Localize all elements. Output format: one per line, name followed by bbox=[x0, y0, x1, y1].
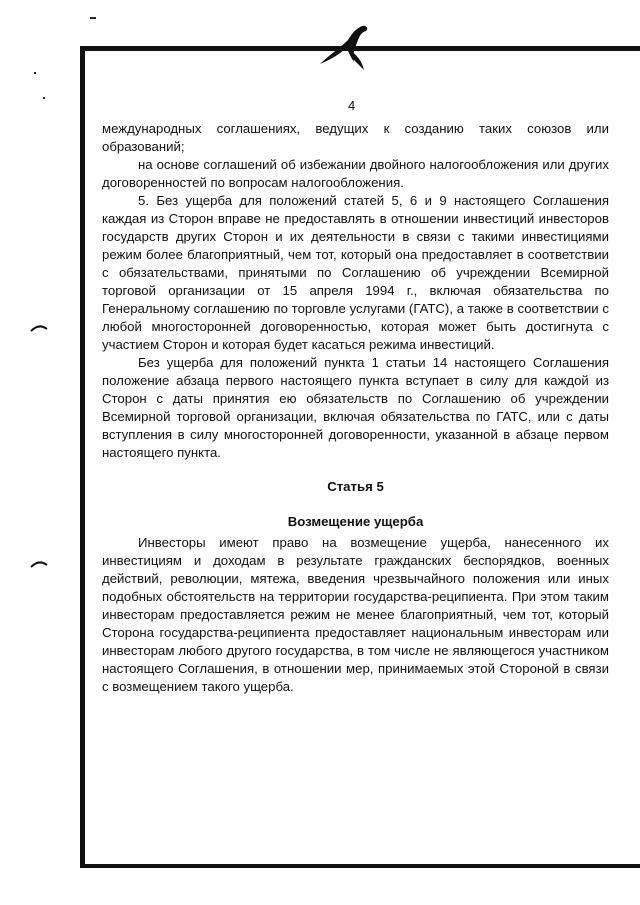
article-title: Возмещение ущерба bbox=[287, 514, 424, 529]
paragraph: на основе соглашений об избежании двойного налогообложения или других договоренностей по вопросам налогообложения. bbox=[102, 157, 609, 190]
punch-hole-mark-icon bbox=[30, 559, 48, 569]
frame-left-border bbox=[80, 46, 85, 868]
scan-speck bbox=[90, 17, 96, 19]
paragraph: 5. Без ущерба для положений статей 5, 6 и 9 настоящего Соглашения каждая из Сторон вправе не предоставлять в отношении инвестиций инвесторов государств других Сторон и их деятельности в связи с такими инвестициями режим более благоприятный, чем тот, который она предоставляет в соответствии с обязательствами, принятыми по Соглашению об учреждении Всемирной торговой организации от 15 апреля 1994 г., включая обязательства по Генеральному соглашению по торговле услугами (ГАТС), а также в соответствии с любой многосторонней договоренностью, которая может быть достигнута с участием Сторон и которая будет касаться режима инвестиций. bbox=[102, 193, 609, 352]
paragraph: Без ущерба для положений пункта 1 статьи 14 настоящего Соглашения положение абзаца первого настоящего пункта вступает в силу для каждой из Сторон с даты принятия ею обязательств по Соглашению об учреждении Всемирной торговой организации, включая обязательства по ГАТС, или с даты вступления в силу многосторонней договоренности, указанной в абзаце первом настоящего пункта. bbox=[102, 355, 609, 460]
document-body bbox=[102, 120, 609, 696]
article-number: Статья 5 bbox=[327, 479, 384, 494]
page-number: 4 bbox=[348, 98, 356, 113]
article-paragraph: Инвесторы имеют право на возмещение ущерба, нанесенного их инвестициям и доходам в результате гражданских беспорядков, военных действий, революции, мятежа, введения чрезвычайного положения или иных подобных обстоятельств на территории государства-реципиента. При этом таким инвесторам предоставляется режим не менее благоприятный, чем тот, который Сторона государства-реципиента предоставляет национальным инвесторам или инвесторам любого другого государства, в том числе не являющегося участником настоящего Соглашения, в отношении мер, принимаемых этой Стороной в связи с возмещением такого ущерба. bbox=[102, 535, 609, 694]
paragraph: международных соглашениях, ведущих к созданию таких союзов или образований; bbox=[102, 121, 609, 154]
eagle-emblem-icon bbox=[318, 22, 370, 72]
frame-bottom-border bbox=[80, 864, 640, 868]
scan-speck bbox=[43, 97, 45, 99]
scan-speck bbox=[34, 72, 36, 74]
punch-hole-mark-icon bbox=[30, 323, 48, 333]
